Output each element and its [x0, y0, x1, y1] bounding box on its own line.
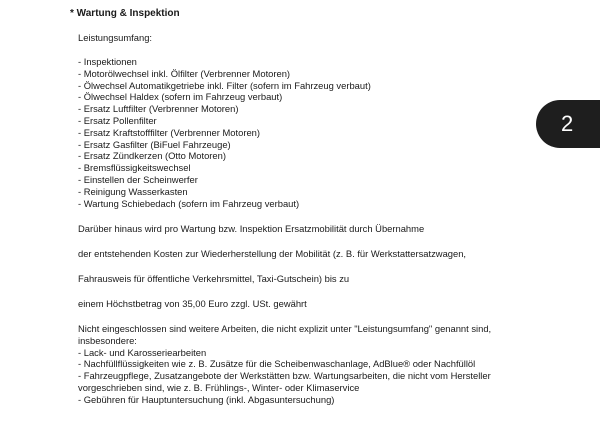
list-item: - Reinigung Wasserkasten — [78, 185, 188, 197]
mobility-paragraph-line: Fahrausweis für öffentliche Verkehrsmittel, Taxi-Gutschein) bis zu — [78, 273, 350, 284]
services-list — [78, 56, 371, 209]
section-heading: * Wartung & Inspektion — [70, 8, 180, 19]
list-item: - Bremsflüssigkeitswechsel — [78, 162, 191, 174]
list-item: - Ersatz Kraftstofffilter (Verbrenner Motoren) — [78, 126, 261, 138]
list-item: - Ölwechsel Haldex (sofern im Fahrzeug verbaut) — [78, 91, 283, 103]
exclusions-intro: Nicht eingeschlossen sind weitere Arbeiten, die nicht explizit unter "Leistungsumfang" genannt sind, — [78, 323, 492, 334]
list-item: - Wartung Schiebedach (sofern im Fahrzeug verbaut) — [78, 197, 300, 209]
list-item: - Einstellen der Scheinwerfer — [78, 173, 198, 185]
list-item: - Motorölwechsel inkl. Ölfilter (Verbrenner Motoren) — [78, 67, 291, 79]
page-number-tab: 2 — [536, 100, 600, 148]
list-item: - Nachfüllflüssigkeiten wie z. B. Zusätze für die Scheibenwaschanlage, AdBlue® oder Nachfüllöl — [78, 358, 476, 370]
list-item: - Fahrzeugpflege, Zusatzangebote der Werkstätten bzw. Wartungsarbeiten, die nicht vom Hersteller — [78, 370, 491, 382]
list-item: - Gebühren für Hauptuntersuchung (inkl. Abgasuntersuchung) — [78, 393, 335, 405]
exclusions-block — [78, 323, 518, 406]
list-item: - Lack- und Karosseriearbeiten — [78, 346, 207, 358]
list-item: - Ölwechsel Automatikgetriebe inkl. Filter (sofern im Fahrzeug verbaut) — [78, 79, 371, 91]
list-item: vorgeschrieben sind, wie z. B. Frühlings-, Winter- oder Klimaservice — [78, 381, 360, 393]
mobility-paragraph-line: der entstehenden Kosten zur Wiederherstellung der Mobilität (z. B. für Werkstattersatzwagen, — [78, 248, 467, 259]
list-item: - Ersatz Zündkerzen (Otto Motoren) — [78, 150, 226, 162]
list-item: - Ersatz Pollenfilter — [78, 114, 157, 126]
exclusions-intro: insbesondere: — [78, 334, 137, 346]
mobility-paragraph-line: einem Höchstbetrag von 35,00 Euro zzgl. USt. gewährt — [78, 298, 307, 309]
list-item: - Ersatz Luftfilter (Verbrenner Motoren) — [78, 103, 239, 115]
list-item: - Inspektionen — [78, 56, 137, 67]
list-item: - Ersatz Gasfilter (BiFuel Fahrzeuge) — [78, 138, 231, 150]
mobility-paragraph-line: Darüber hinaus wird pro Wartung bzw. Inspektion Ersatzmobilität durch Übernahme — [78, 223, 425, 234]
scope-subheading: Leistungsumfang: — [78, 32, 153, 43]
